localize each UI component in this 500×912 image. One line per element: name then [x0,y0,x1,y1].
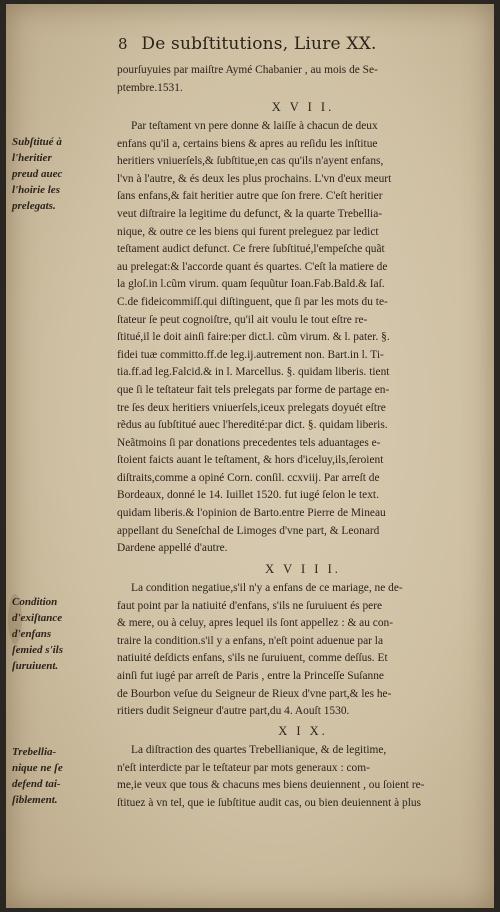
paragraph-xvii [117,118,489,558]
text-line: que ſi le teſtateur fait tels prelegats par forme de partage en- [117,383,390,396]
text-line: & mere, ou à celuy, apres lequel ils ſont appellez : & au con- [117,617,394,630]
running-title: De subſtitutions, Liure XX. [141,34,377,54]
margin-line: d'enfans [12,628,52,640]
margin-line: l'hoirie les [12,184,60,196]
section-numeral-xvii: X V I I. [271,100,335,114]
margin-line: d'exiſtance [12,612,63,624]
margin-line: Trebellia- [12,746,57,758]
margin-note-xix [12,744,108,808]
text-line: enfans qu'il a, certains biens & apres au reſidu les inſtitue [117,137,378,150]
running-header [118,34,377,54]
text-line: la gloſ.in l.cũm virum. quam ſequũtur Ioan.Fab.Bald.& Iaſ. [117,278,385,291]
text-line: Dardene appellé d'autre. [117,542,228,555]
margin-note-xvii [12,134,108,214]
text-line: ſans enfans,& fait heritier autre que ſon frere. C'eſt heritier [117,190,383,203]
book-page [6,4,494,908]
text-line: rẽdus au ſubſtitué auec l'heredité:par dict. §. quidam liberis. [117,419,388,432]
text-line: ſtitué,il le doit ainſi faire:per dict.l. cũm virum. & l. pater. §. [117,331,390,344]
text-line: nique, & outre ce les biens qui furent preleguez par ledict [117,225,379,238]
page-number: 8 [118,35,128,53]
text-line: ſtituez à vn tel, que ie ſubſtitue audit cas, ou bien deuiennent à plus [117,796,421,809]
text-line: C.de fideicommiſſ.qui diſtinguent, que ſi par les mots du te- [117,295,388,308]
text-line: ptembre.1531. [117,81,183,94]
text-line: fidei tuæ committo.ff.de leg.ij.autrement non. Bart.in l. Ti- [117,348,384,361]
margin-line: l'heritier [12,152,52,164]
text-line: ritiers dudit Seigneur d'autre part,du 4. Aouſt 1530. [117,705,350,718]
text-line: La diſtraction des quartes Trebellianique, & de legitime, [131,744,387,756]
text-line: ainſi fut iugé par arreſt de Paris , entre la Princeſſe Suſanne [117,669,384,682]
margin-line: defend tai- [12,778,61,790]
text-line: La condition negatiue,s'il n'y a enfans de ce mariage, ne de- [131,582,403,594]
text-line: pourſuyuies par maiſtre Aymé Chabanier , au mois de Se- [117,64,378,76]
text-line: veut diſtraire la legitime du defunct, & la quarte Trebellia- [117,207,383,220]
text-line: diſtraits,comme a opiné Corn. conſil. ccxviij. Par arreſt de [117,471,380,484]
text-line: tre ſes deux heritiers vniuerſels,iceux prelegats doyuét eſtre [117,401,386,414]
text-line: heritiers vniuerſels,& ſubſtitue,en cas qu'ils n'ayent enfans, [117,155,384,168]
margin-line: ſemied s'ils [12,644,64,656]
text-line: appellant du Seneſchal de Limoges d'vne part, & Leonard [117,524,380,537]
text-line: Par teſtament vn pere donne & laiſſe à chacun de deux [131,120,378,132]
text-line: l'vn à l'autre, & és deux les plus prochains. L'vn d'eux meurt [117,172,392,185]
section-numeral-xix: X I X. [278,724,328,738]
text-line: traire la condition.s'il y a enfans, n'eſt point aduenue par la [117,634,384,647]
margin-line: Condition [12,596,58,608]
text-line: natiuité deſdicts enfans, s'ils ne ſuruiuent, comme deſſus. Et [117,652,388,665]
text-line: tia.ff.ad leg.Falcid.& in l. Marcellus. §. quidam liberis. tient [117,366,390,379]
text-line: Neãtmoins ſi par donations precedentes tels aduantages e- [117,436,381,449]
margin-line: Subſtitué à [12,136,62,148]
paragraph-xix [117,742,489,812]
margin-note-xviii [12,594,108,674]
text-line: n'eſt interdicte par le teſtateur par mots generaux : com- [117,761,370,774]
text-line: Bordeaux, donné le 14. Iuillet 1520. fut iugé ſelon le text. [117,489,379,502]
text-line: ſtoient faicts auant le teſtament, & hors d'iceluy,ils,ſeroient [117,454,384,467]
text-line: quidam liberis.& l'opinion de Barto.entre Pierre de Mineau [117,507,386,520]
margin-line: nique ne ſe [12,762,63,774]
text-line: ſtateur ſe peut cognoiſtre, qu'il ait voulu le tout eſtre re- [117,313,368,326]
text-line: au prelegat:& l'accorde quant és quartes. C'eſt la matiere de [117,260,388,273]
margin-line: prelegats. [12,200,56,212]
text-line: me,ie veux que tous & chacuns mes biens deuiennent , ou ſoient re- [117,779,425,792]
margin-line: ſuruiuent. [12,660,59,672]
intro-paragraph [117,62,489,97]
text-line: de Bourbon veſue du Seigneur de Rieux d'vne part,& les he- [117,687,392,700]
text-line: faut point par la natiuité d'enfans, s'ils ne ſuruiuent és pere [117,599,383,612]
paragraph-xviii [117,580,489,721]
text-line: teſtament audict defunct. Ce frere ſubſtitué,l'empeſche quãt [117,243,385,256]
margin-line: preud auec [12,168,63,180]
section-numeral-xviii: X V I I I. [265,562,341,576]
margin-line: ſiblement. [12,794,58,806]
